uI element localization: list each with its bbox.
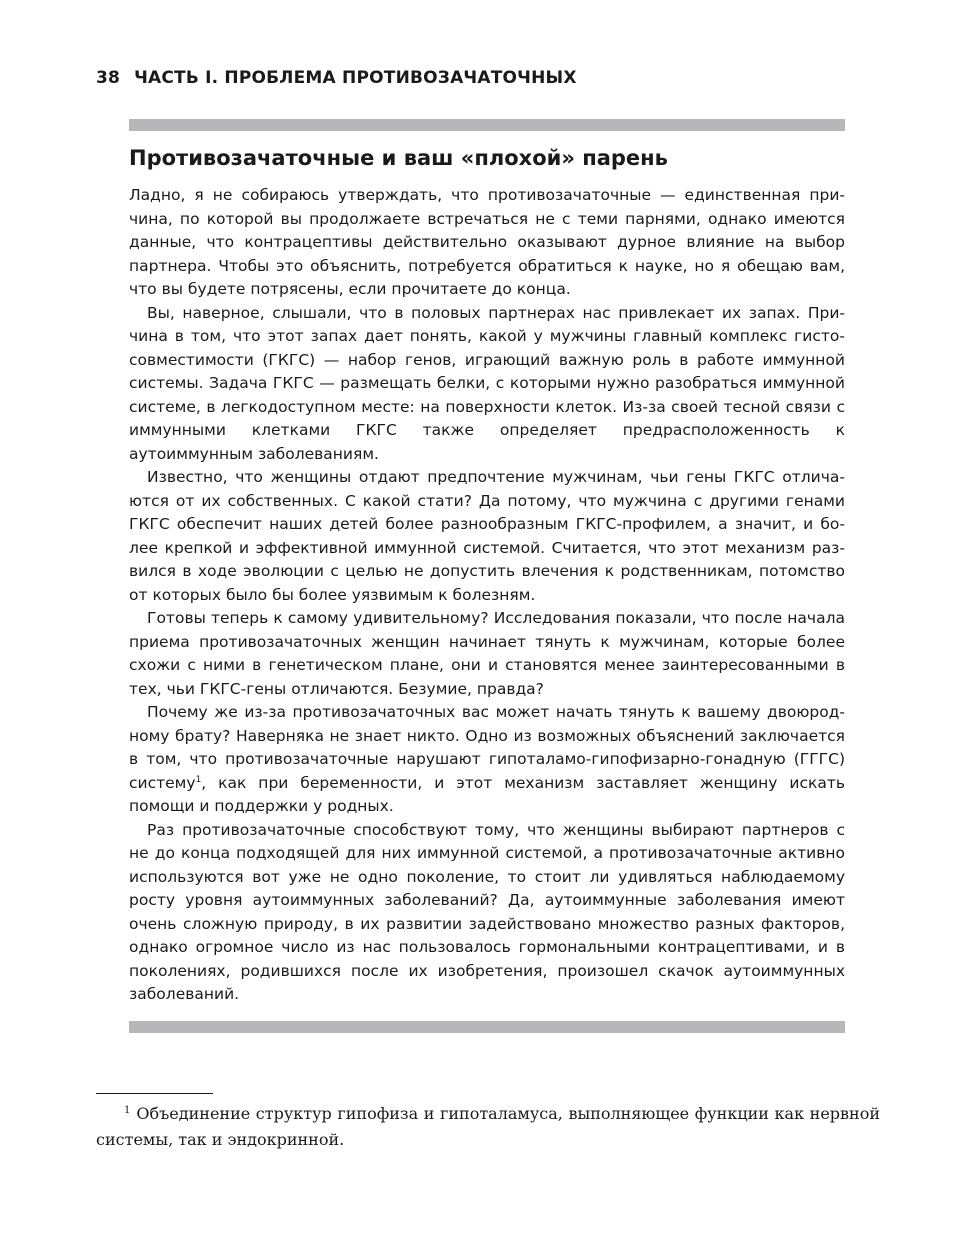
running-header xyxy=(96,68,577,88)
footnote-number: 1 xyxy=(124,1104,131,1116)
footnote xyxy=(96,1101,880,1153)
box-paragraph-4: Готовы теперь к самому удивительному? Исследования показали, что после начала приема противозачаточных женщин начинает тянуть к мужчинам, которые более схожи с ними в генетическом плане, они и становятся менее заинтересованными в тех, чьи ГКГС-гены отличаются. Безумие, правда? xyxy=(129,609,845,698)
box-paragraph-3: Известно, что женщины отдают предпочтение мужчинам, чьи гены ГКГС отличаются от их собственных. С какой стати? Да потому, что мужчина с другими генами ГКГС обеспечит наших детей более разнообразным ГКГС-профилем, а значит, и более крепкой и эффективной иммунной системой. Считается, что этот механизм развился в ходе эволюции с целью не допустить влечения к родственникам, потомство от которых было бы более уязвимым к болезням. xyxy=(129,468,845,604)
paragraph-5-text-before: Почему же из-за противозачаточных вас может начать тянуть к вашему двоюродному брату? Наверняка не знает никто. Одно из возможных объяснений заключается в том, что противозачаточные нарушают гипоталамо-гипофизарно-гонадную (ГГГС) систему xyxy=(129,703,845,792)
box-paragraph-2: Вы, наверное, слышали, что в половых партнерах нас привлекает их запах. Причина в том, что этот запах дает понять, какой у мужчины главный комплекс гистосовместимости (ГКГС) — набор генов, играющий важную роль в работе иммунной системы. Задача ГКГС — размещать белки, с которыми нужно разобраться иммунной системе, в легкодоступном месте: на поверхности клеток. Из-за своей тесной связи с иммунными клетками ГКГС также определяет предрасположенность к аутоиммунным заболеваниям. xyxy=(129,303,845,463)
sidebar-box xyxy=(129,119,845,1033)
box-body xyxy=(129,184,845,1007)
footnote-text: Объединение структур гипофиза и гипоталамуса, выполняющее функции как нервной системы, так и эндокринной. xyxy=(96,1104,880,1149)
box-title: Противозачаточные и ваш «плохой» парень xyxy=(129,146,668,170)
running-title: ЧАСТЬ I. ПРОБЛЕМА ПРОТИВОЗАЧАТОЧНЫХ xyxy=(134,68,577,88)
footnote-separator xyxy=(96,1093,213,1094)
page-number: 38 xyxy=(96,68,121,88)
box-paragraph-1: Ладно, я не собираюсь утверждать, что противозачаточные — единственная причина, по которой вы продолжаете встречаться не с теми парнями, однако имеются данные, что контрацептивы действительно оказывают дурное влияние на выбор партнера. Чтобы это объяснить, потребуется обратиться к науке, но я обещаю вам, что вы будете потрясены, если прочитаете до конца. xyxy=(129,186,845,298)
box-bottom-rule xyxy=(129,1021,845,1033)
footnote-reference[interactable]: 1 xyxy=(195,774,202,785)
box-paragraph-6: Раз противозачаточные способствуют тому, что женщины выбирают партнеров с не до конца подходящей для них иммунной системой, а противозачаточные активно используются вот уже не одно поколение, то стоит ли удивляться наблюдаемому росту уровня аутоиммунных заболеваний? Да, аутоиммунные заболевания имеют очень сложную природу, в их развитии задействовано множество разных факторов, однако огромное число из нас пользовалось гормональными контрацептивами, и в поколениях, родившихся после их изобретения, произошел скачок аутоиммунных заболеваний. xyxy=(129,820,845,1003)
box-top-rule xyxy=(129,119,845,131)
box-paragraph-5 xyxy=(129,701,845,819)
paragraph-5-text-after: , как при беременности, и этот механизм заставляет женщину искать помощи и поддержки у родных. xyxy=(129,773,845,815)
